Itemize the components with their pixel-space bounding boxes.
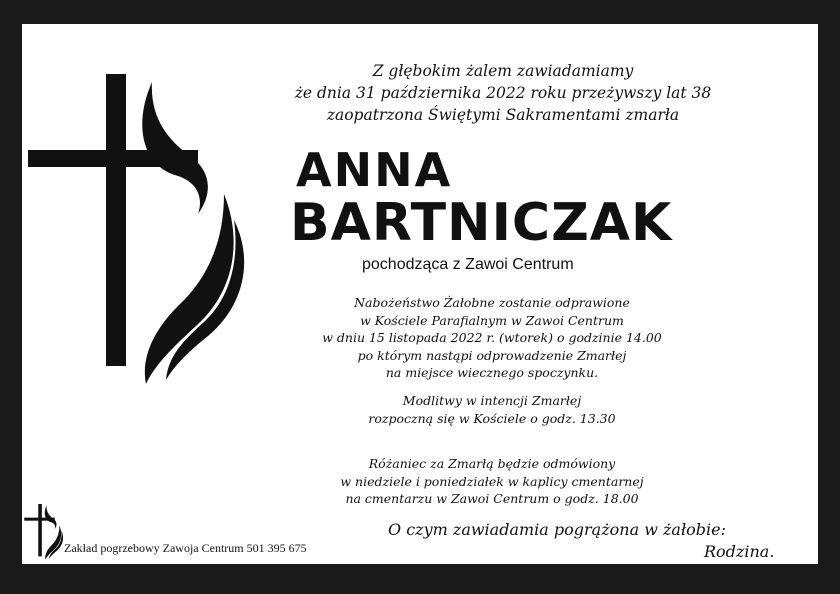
deceased-origin: pochodząca z Zawoi Centrum (362, 256, 574, 273)
deceased-first-name: ANNA (296, 143, 453, 197)
funeral-info (292, 294, 692, 382)
funeral-line: na miejsce wiecznego spoczynku. (385, 365, 599, 380)
funeral-home-contact: Zakład pogrzebowy Zawoja Centrum 501 395 675 (64, 541, 307, 555)
intro-line: że dnia 31 października 2022 roku przeżywszy lat 38 (294, 84, 712, 102)
cross-flame-icon (28, 74, 248, 386)
rosary-line: na cmentarzu w Zawoi Centrum o godz. 18.00 (345, 491, 639, 506)
prayer-line: rozpoczną się w Kościele o godz. 13.30 (368, 410, 616, 426)
rosary-info (292, 455, 692, 508)
funeral-line: w dniu 15 listopada 2022 r. (wtorek) o godzinie 14.00 (322, 330, 662, 345)
funeral-line: po którym nastąpi odprowadzenie Zmarłej (357, 347, 627, 363)
prayer-info (292, 392, 692, 427)
intro-text (266, 60, 740, 126)
intro-line: zaopatrzona Świętymi Sakramentami zmarła (326, 106, 680, 124)
intro-line: Z głębokim żalem zawiadamiamy (372, 62, 634, 80)
prayer-line: Modlitwy w intencji Zmarłej (402, 393, 582, 408)
rosary-line: Różaniec za Zmarłą będzie odmówiony (368, 456, 616, 471)
obituary-sheet (22, 24, 818, 564)
closing-text: O czym zawiadamia pogrążona w żałobie: (388, 520, 726, 539)
deceased-last-name: BARTNICZAK (290, 193, 673, 253)
funeral-line: w Kościele Parafialnym w Zawoi Centrum (360, 312, 624, 328)
cross-flame-icon (24, 504, 64, 560)
funeral-line: Nabożeństwo Żałobne zostanie odprawione (354, 295, 630, 310)
rosary-line: w niedziele i poniedziałek w kaplicy cmentarnej (340, 473, 644, 489)
family-signature: Rodzina. (704, 542, 775, 561)
